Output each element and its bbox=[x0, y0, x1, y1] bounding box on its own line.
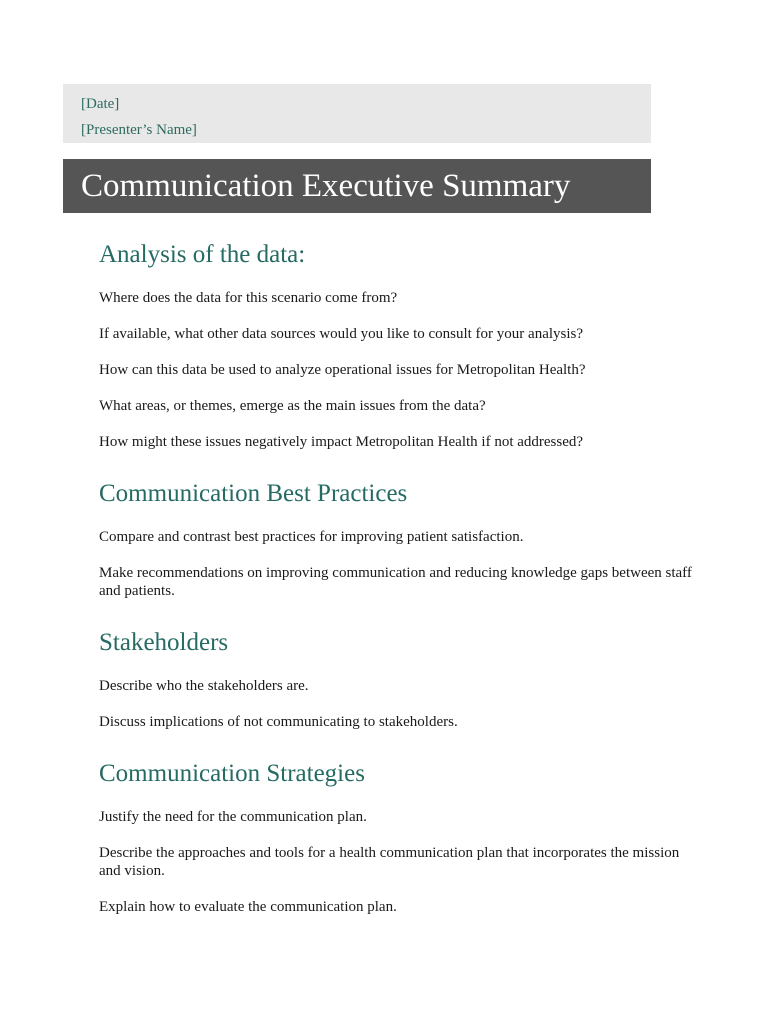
document-body bbox=[99, 240, 699, 944]
section-best-practices bbox=[99, 479, 699, 600]
paragraph[interactable]: Discuss implications of not communicating to stakeholders. bbox=[99, 714, 458, 730]
paragraph[interactable]: What areas, or themes, emerge as the main issues from the data? bbox=[99, 398, 486, 414]
presenter-name-placeholder[interactable]: [Presenter’s Name] bbox=[81, 122, 197, 138]
section-heading[interactable]: Communication Strategies bbox=[99, 760, 365, 787]
paragraph[interactable]: How can this data be used to analyze operational issues for Metropolitan Health? bbox=[99, 362, 586, 378]
section-heading[interactable]: Analysis of the data: bbox=[99, 241, 306, 268]
section-analysis bbox=[99, 240, 699, 451]
paragraph[interactable]: Describe who the stakeholders are. bbox=[99, 678, 309, 694]
section-stakeholders bbox=[99, 628, 699, 731]
paragraph[interactable]: If available, what other data sources would you like to consult for your analysis? bbox=[99, 326, 584, 342]
paragraph[interactable]: Describe the approaches and tools for a health communication plan that incorporates the mission and vision. bbox=[99, 845, 680, 879]
section-strategies bbox=[99, 759, 699, 916]
paragraph[interactable]: How might these issues negatively impact Metropolitan Health if not addressed? bbox=[99, 434, 584, 450]
paragraph[interactable]: Make recommendations on improving communication and reducing knowledge gaps between staff and patients. bbox=[99, 565, 692, 599]
section-heading[interactable]: Communication Best Practices bbox=[99, 480, 408, 507]
paragraph[interactable]: Justify the need for the communication plan. bbox=[99, 809, 367, 825]
paragraph[interactable]: Compare and contrast best practices for improving patient satisfaction. bbox=[99, 529, 524, 545]
document-title[interactable]: Communication Executive Summary bbox=[81, 167, 571, 204]
title-bar bbox=[63, 159, 651, 213]
section-heading[interactable]: Stakeholders bbox=[99, 629, 229, 656]
paragraph[interactable]: Where does the data for this scenario come from? bbox=[99, 290, 398, 306]
header-box bbox=[63, 84, 651, 143]
paragraph[interactable]: Explain how to evaluate the communication plan. bbox=[99, 899, 397, 915]
date-placeholder[interactable]: [Date] bbox=[81, 96, 120, 112]
